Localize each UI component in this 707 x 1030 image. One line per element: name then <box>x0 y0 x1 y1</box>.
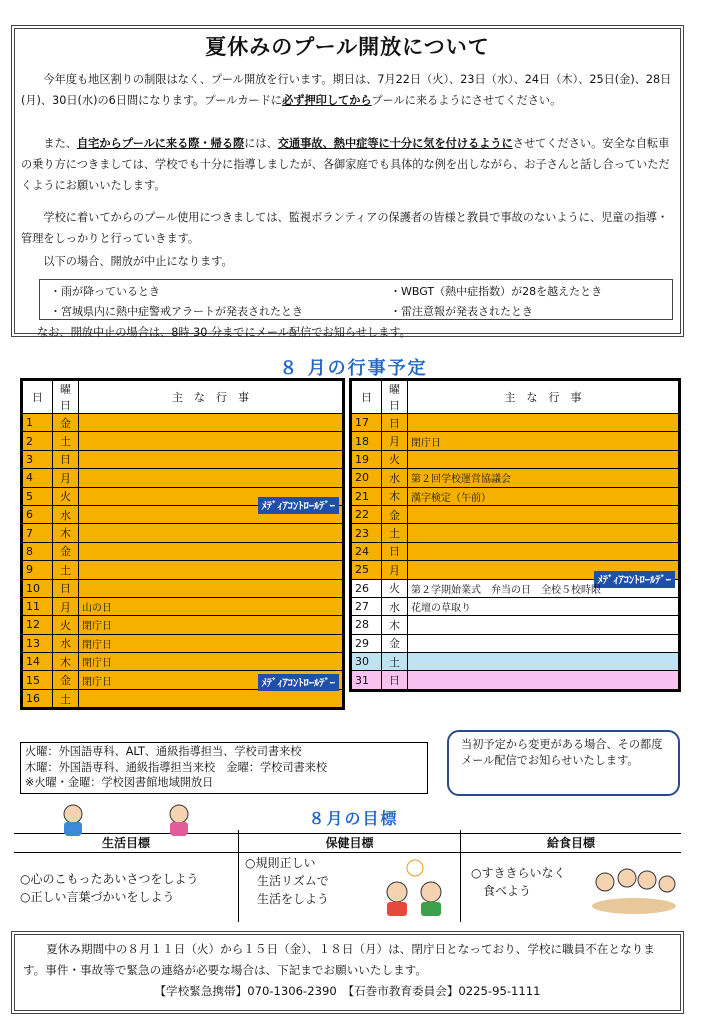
calendar-row <box>352 505 679 523</box>
notice-paragraph-1: 今年度も地区割りの制限はなく、プール開放を行います。期日は、7月22日（火）、23日（水）、24日（木）、25日(金)、28日(月)、30日(水)の6日間になります。プールカードに必ず押印してからプールに来るようにさせてください。 <box>21 73 672 107</box>
calendar-weekday: 火 <box>53 487 79 505</box>
calendar-weekday: 水 <box>382 469 408 487</box>
calendar-weekday: 日 <box>382 542 408 560</box>
calendar-day: 12 <box>23 616 53 634</box>
calendar-weekday: 金 <box>53 542 79 560</box>
boy-illustration-icon <box>60 804 86 838</box>
closure-text: 夏休み期間中の８月１１日（火）から１５日（金）、１８日（月）は、閉庁日となっており、学校に職員不在となります。事件・事故等で緊急の連絡が必要な場合は、下記までお願いいたします。 <box>23 942 655 977</box>
calendar-events <box>408 469 679 487</box>
calendar-events <box>408 579 679 597</box>
calendar-row <box>352 542 679 560</box>
notice-paragraph-4: 以下の場合、開放が中止になります。 <box>43 255 233 268</box>
calendar-weekday: 火 <box>53 616 79 634</box>
calendar-day: 21 <box>352 487 382 505</box>
calendar-row <box>23 671 343 689</box>
calendar-weekday: 土 <box>53 432 79 450</box>
calendar-row <box>352 469 679 487</box>
event-text: 花壇の草取り <box>411 603 471 615</box>
calendar-weekday: 火 <box>382 579 408 597</box>
calendar-events <box>79 671 343 689</box>
pool-notice <box>14 28 681 339</box>
staff-schedule <box>20 742 428 794</box>
calendar-row <box>23 487 343 505</box>
event-text: 閉庁日 <box>82 621 112 633</box>
calendar-day: 17 <box>352 414 382 432</box>
calendar-events <box>79 524 343 542</box>
calendar-events <box>408 597 679 615</box>
event-text: 閉庁日 <box>82 639 112 651</box>
calendar-row <box>23 469 343 487</box>
closure-notice <box>14 934 681 1011</box>
calendar-day: 1 <box>23 414 53 432</box>
event-text: 閉庁日 <box>82 676 112 688</box>
calendar-row <box>352 524 679 542</box>
calendar-day: 6 <box>23 505 53 523</box>
calendar-events <box>408 414 679 432</box>
calendar-day: 28 <box>352 616 382 634</box>
calendar-weekday: 水 <box>382 597 408 615</box>
calendar-day: 30 <box>352 653 382 671</box>
calendar-day: 29 <box>352 634 382 652</box>
calendar-weekday: 月 <box>53 597 79 615</box>
goals-title: ８月の目標 <box>308 809 399 828</box>
calendar-row <box>352 487 679 505</box>
calendar-row <box>23 542 343 560</box>
calendar-day: 9 <box>23 561 53 579</box>
calendar-row <box>352 579 679 597</box>
calendar-row <box>23 414 343 432</box>
calendar-row <box>352 634 679 652</box>
calendar-row <box>352 597 679 615</box>
calendar-weekday: 月 <box>382 561 408 579</box>
calendar-day: 2 <box>23 432 53 450</box>
calendar-day: 18 <box>352 432 382 450</box>
calendar-weekday: 土 <box>382 524 408 542</box>
calendar-weekday: 火 <box>382 450 408 468</box>
calendar-events <box>79 579 343 597</box>
calendar-day: 31 <box>352 671 382 689</box>
calendar-events <box>408 671 679 689</box>
calendar-events <box>408 524 679 542</box>
event-text: 閉庁日 <box>411 437 441 449</box>
calendar-row <box>23 616 343 634</box>
notice-closing: なお、開放中止の場合は、8時 30 分までにメール配信でお知らせします。 <box>37 326 411 339</box>
change-note: 当初予定から変更がある場合、その都度メール配信でお知らせいたします。 <box>447 730 680 796</box>
calendar-events <box>79 653 343 671</box>
calendar-events <box>79 414 343 432</box>
calendar-day: 27 <box>352 597 382 615</box>
calendar-day: 20 <box>352 469 382 487</box>
health-goal-text: ○規則正しい 生活リズムで 生活をしよう <box>245 856 330 906</box>
calendar-events <box>79 432 343 450</box>
media-control-day-badge: ﾒﾃﾞｨｱｺﾝﾄﾛｰﾙﾃﾞｰ <box>594 571 676 588</box>
calendar-events <box>79 469 343 487</box>
calendar-events <box>79 561 343 579</box>
girl-illustration-icon <box>166 804 192 838</box>
calendar-day: 24 <box>352 542 382 560</box>
staff-line: 木曜：外国語専科、通級指導担当来校 金曜：学校司書来校 <box>25 760 328 774</box>
calendar-weekday: 土 <box>53 561 79 579</box>
stop-conditions-box <box>39 279 673 320</box>
event-text: 山の日 <box>82 603 112 615</box>
calendar-day: 7 <box>23 524 53 542</box>
monthly-goals <box>14 830 681 922</box>
meal-goal-text: ○すききらいなく 食べよう <box>471 866 566 898</box>
calendar-events <box>408 450 679 468</box>
calendar-events <box>79 616 343 634</box>
calendar-row <box>23 597 343 615</box>
calendar-events <box>408 616 679 634</box>
media-control-day-badge: ﾒﾃﾞｨｱｺﾝﾄﾛｰﾙﾃﾞｰ <box>258 497 340 514</box>
calendar-row <box>23 689 343 707</box>
calendar-day: 13 <box>23 634 53 652</box>
calendar-weekday: 土 <box>53 689 79 707</box>
event-text: 閉庁日 <box>82 658 112 670</box>
calendar-events <box>79 542 343 560</box>
notice-paragraph-2: また、自宅からプールに来る際・帰る際には、交通事故、熱中症等に十分に気を付けるようにさせてください。安全な自転車の乗り方につきましては、学校でも十分に指導しましたが、各御家庭でも具体的な例を出しながら、お子さんと話し合っていただくようにお願いいたします。 <box>21 137 670 192</box>
health-goal-heading: 保健目標 <box>239 833 460 853</box>
calendar-row <box>23 579 343 597</box>
calendar-weekday: 金 <box>53 671 79 689</box>
calendar-weekday: 金 <box>382 634 408 652</box>
calendar-row <box>23 524 343 542</box>
calendar-day: 3 <box>23 450 53 468</box>
meal-goal-column <box>460 830 681 922</box>
calendar-weekday: 水 <box>53 505 79 523</box>
calendar-row <box>352 616 679 634</box>
calendar-day: 23 <box>352 524 382 542</box>
calendar-day: 22 <box>352 505 382 523</box>
life-goal-column <box>14 830 238 922</box>
calendar-right <box>349 378 681 692</box>
header-events: 主 な 行 事 <box>79 381 343 414</box>
stop-condition: ・雷注意報が発表されたとき <box>390 305 533 318</box>
calendar-events <box>79 450 343 468</box>
life-goal-text: ○心のこもったあいさつをしよう ○正しい言葉づかいをしよう <box>20 872 199 904</box>
calendar-events <box>79 487 343 513</box>
calendar-weekday: 日 <box>53 579 79 597</box>
calendar-weekday: 水 <box>53 634 79 652</box>
stop-condition: ・WBGT（熱中症指数）が28を越えたとき <box>390 285 603 298</box>
calendar-day: 5 <box>23 487 53 505</box>
calendar-day: 8 <box>23 542 53 560</box>
header-weekday: 曜日 <box>382 381 408 414</box>
calendar-weekday: 月 <box>382 432 408 450</box>
header-weekday: 曜日 <box>53 381 79 414</box>
calendar-events <box>408 542 679 560</box>
notice-paragraph-3: 学校に着いてからのプール使用につきましては、監視ボランティアの保護者の皆様と教員で事故のないように、児童の指導・管理をしっかりと行っていきます。 <box>21 211 669 245</box>
meal-goal-heading: 給食目標 <box>461 833 681 853</box>
calendar-day: 25 <box>352 561 382 579</box>
calendar-events <box>79 597 343 615</box>
calendar-weekday: 土 <box>382 653 408 671</box>
calendar-row <box>352 432 679 450</box>
calendar-left <box>20 378 345 710</box>
staff-line: ※火曜・金曜：学校図書館地域開放日 <box>25 776 214 789</box>
calendar-events <box>408 561 679 586</box>
calendar-weekday: 日 <box>382 671 408 689</box>
calendar-weekday: 日 <box>53 450 79 468</box>
calendar-weekday: 月 <box>53 469 79 487</box>
calendar-events <box>408 432 679 450</box>
calendar-day: 19 <box>352 450 382 468</box>
calendar-row <box>23 634 343 652</box>
calendar-events <box>79 689 343 707</box>
emergency-contacts: 【学校緊急携帯】070-1306-2390 【石巻市教育委員会】0225-95-1111 <box>154 984 541 998</box>
calendar-row <box>352 671 679 689</box>
media-control-day-badge: ﾒﾃﾞｨｱｺﾝﾄﾛｰﾙﾃﾞｰ <box>258 674 340 691</box>
kids-clock-illustration-icon <box>379 858 451 918</box>
calendar-weekday: 木 <box>382 616 408 634</box>
life-goal-heading: 生活目標 <box>14 833 238 853</box>
event-text: 第２学期始業式 弁当の日 全校５校時限 <box>411 584 601 596</box>
calendar-row <box>352 414 679 432</box>
calendar-row <box>352 450 679 468</box>
event-text: 第２回学校運営協議会 <box>411 474 511 486</box>
calendar-row <box>23 450 343 468</box>
header-day: 日 <box>23 381 53 414</box>
notice-title: 夏休みのプール開放について <box>205 35 490 59</box>
health-goal-column <box>238 830 460 922</box>
calendar-row <box>352 561 679 579</box>
calendar-day: 16 <box>23 689 53 707</box>
calendar-weekday: 木 <box>53 653 79 671</box>
calendar-row <box>352 653 679 671</box>
calendar-day: 4 <box>23 469 53 487</box>
calendar-weekday: 日 <box>382 414 408 432</box>
header-events: 主 な 行 事 <box>408 381 679 414</box>
calendar-day: 10 <box>23 579 53 597</box>
calendar-events <box>79 634 343 652</box>
calendar-weekday: 金 <box>53 414 79 432</box>
calendar-title: ８ 月の行事予定 <box>279 358 428 379</box>
calendar-row <box>23 653 343 671</box>
calendar-day: 11 <box>23 597 53 615</box>
calendar-weekday: 金 <box>382 505 408 523</box>
staff-line: 火曜：外国語専科、ALT、通級指導担当、学校司書来校 <box>25 745 302 758</box>
calendar-events <box>408 653 679 671</box>
calendar-day: 15 <box>23 671 53 689</box>
kids-eating-illustration-icon <box>589 860 679 916</box>
calendar-weekday: 木 <box>53 524 79 542</box>
calendar-events <box>408 634 679 652</box>
calendar-events <box>408 505 679 523</box>
event-text: 漢字検定（午前） <box>411 492 491 504</box>
calendar-day: 14 <box>23 653 53 671</box>
stop-condition: ・雨が降っているとき <box>50 285 160 298</box>
calendar-row <box>23 561 343 579</box>
calendar-weekday: 木 <box>382 487 408 505</box>
calendar-row <box>23 432 343 450</box>
header-day: 日 <box>352 381 382 414</box>
calendar-events <box>408 487 679 505</box>
calendar-day: 26 <box>352 579 382 597</box>
stop-condition: ・宮城県内に熱中症警戒アラートが発表されたとき <box>50 305 303 318</box>
